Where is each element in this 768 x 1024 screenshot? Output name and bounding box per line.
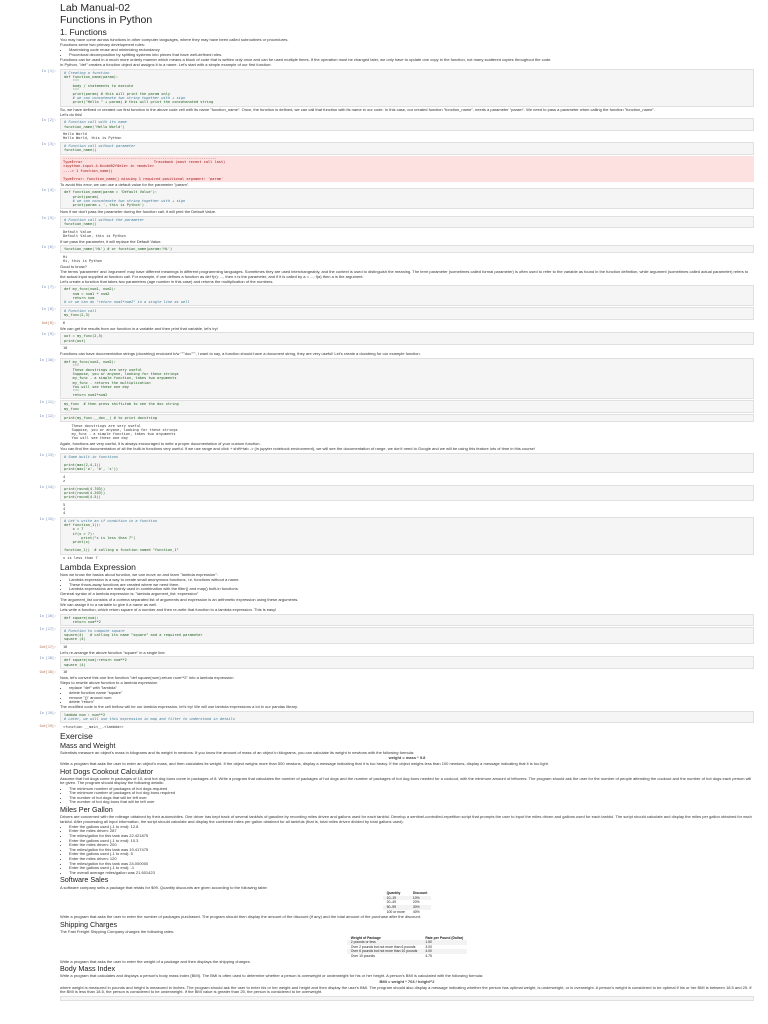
code-line: # or we can do "return num1*num2" in a single line as well: [64, 299, 190, 304]
formula: BMI = weight * 703 / height^2: [379, 978, 435, 984]
output-text: [60, 474, 754, 483]
table-cell: 4.75: [425, 953, 432, 958]
code-editor[interactable]: [60, 656, 754, 668]
code-line: return num1*num2: [64, 393, 108, 398]
paragraph: Write a program that asks the user to enter an object's mass, and then calculates its weight. If the object weighs more than 500 newtons, display a message indicating that it is too heavy. If the object weighs less than 100 newtons, display a message indicating that it is too light.: [60, 760, 549, 766]
markdown-cell[interactable]: [60, 815, 754, 875]
paragraph: If we pass the parameter, it will replace the Default Value.: [60, 238, 162, 244]
paragraph: Assume that hot dogs come in packages of 10, and hot dog buns come in packages of 8. Write a program that calculates the number of packages of hot dogs and the number of packages of hot dog buns needed for a cookout, with the minimum amount of leftovers. The program should ask the user for the number of people attending the cookout and the number of hot dogs each person will be given. The program should display the following details:: [60, 775, 752, 786]
code-line: print(param + ', this is Python'): [64, 202, 145, 207]
code-line: # Function call: [64, 309, 97, 314]
list-item: • These throw-away functions are created where we need them.: [69, 583, 754, 588]
table-cell: 3.00: [425, 944, 432, 949]
markdown-cell[interactable]: [60, 210, 754, 215]
code-line: lambda num : num**2: [64, 712, 106, 717]
code-line: def square(num):: [64, 615, 99, 620]
paragraph: To avoid this error, we can use a default value for the parameter "param".: [60, 181, 190, 187]
code-line: square (4): [64, 662, 86, 667]
list-item: • Enter the gallons used (-1 to end): -1: [69, 866, 754, 871]
code-line: print(param) # this will print the param only: [64, 91, 171, 96]
cell-output: [60, 556, 754, 561]
formula: weight = mass * 9.8: [388, 755, 426, 761]
output-line: 4: [63, 474, 66, 479]
output-line: TypeError Traceback (most recent call last): [63, 160, 226, 165]
code-editor[interactable]: [60, 118, 754, 130]
markdown-cell[interactable]: [60, 327, 754, 332]
list-item: • The miles/gallon for this tank was 24.000000: [69, 862, 754, 867]
paragraph: A software company sells a package that retails for $99. Quantity discounts are given according to the following table:: [60, 884, 268, 890]
table-cell: 20%: [412, 900, 420, 905]
code-cell[interactable]: [41, 285, 754, 306]
table-cell: 10%: [409, 896, 432, 901]
output-line: 10: [63, 346, 68, 351]
column-header: Quantity: [386, 891, 401, 896]
shipping-table: [347, 936, 467, 959]
code-cell[interactable]: [39, 400, 754, 412]
paragraph: The terms 'parameter' and 'argument' may have different meanings in different programming languages. Sometimes they are used interchangeably, and the context is used to distinguish the meaning. The term parameter (sometimes called formal parameter) is often used to refer to the variable as found in the function definition, while argument (sometimes called actual parameter) refers to the actual input supplied at function call. For example, if one defines a function as def f(x): ..., then x is the parameter, and if it is called by a = ...; f(a) then a is the argument.: [60, 268, 749, 279]
paragraph: Scientists measure an object's mass in kilograms and its weight in newtons. If you know the amount of mass of an object in kilograms, you can calculate its weight in newtons with the following formula:: [60, 749, 415, 755]
code-line: # Function to compute square: [64, 629, 125, 633]
bullet-list: [69, 686, 754, 704]
output-text: [60, 502, 754, 516]
paragraph: Let's do this!: [60, 111, 83, 117]
list-item: • The number of hot dog buns that will be left over: [69, 800, 754, 805]
code-line: square(4) # calling its name "square" and a required parameter: [64, 633, 203, 638]
output-prompt: Out[18]:: [39, 669, 56, 674]
markdown-cell[interactable]: [60, 265, 754, 285]
table-cell: 10–19: [383, 896, 409, 901]
code-line: # Some built-in functions: [64, 454, 119, 459]
code-line: print(max(2,4,1)): [64, 463, 101, 468]
code-line: def function_1():: [64, 523, 101, 528]
list-item: • Procedural decomposition by splitting systems into pieces that have well-defined roles.: [69, 53, 754, 58]
code-line: print(my_func.__doc__) # to print docstring: [64, 415, 158, 420]
output-line: 6: [63, 321, 66, 326]
paragraph: Drivers are concerned with the mileage obtained by their automobiles. One driver has kept track of several tankfuls of gasoline by recording miles driven and gallons used for each tankful. Develop a sentinel-controlled-repetition script that prompts the user to input the miles driven and gallons used for each tankful. The script should calculate and display the miles per gallon obtained for each tankful. After processing all input information, the script should calculate and display the combined miles per gallon obtained for all tankfuls (that is, total miles driven divided by total gallons used).: [60, 814, 752, 824]
output-prompt: Out[19]:: [39, 724, 56, 729]
code-line: print("Hello " + param) # this will print the concatenated string: [64, 100, 214, 105]
code-line: print(param): [64, 194, 99, 199]
code-line: # Later, we will use this expression in map and filter to understand in details: [64, 717, 235, 722]
cell-output: [60, 254, 754, 263]
input-prompt: In [5]:: [41, 215, 56, 220]
code-cell[interactable]: [39, 413, 754, 422]
input-prompt: In [3]:: [41, 142, 56, 147]
input-prompt: In [6]:: [41, 245, 56, 250]
code-editor[interactable]: [60, 614, 754, 626]
bullet-list: [69, 825, 754, 876]
section-heading: Mass and Weight: [60, 740, 116, 750]
markdown-cell[interactable]: [60, 930, 754, 935]
code-line: out = my_func(2,5): [64, 334, 103, 339]
code-cell[interactable]: [39, 452, 754, 474]
code-line: square (4): [64, 637, 86, 642]
cell-output: [60, 229, 754, 238]
code-line: print("x is less than 7"): [64, 535, 136, 540]
code-line: function_name('Hi') # or function_name(param='Hi'): [64, 247, 173, 252]
code-editor[interactable]: [60, 517, 754, 555]
paragraph: Lets write a function, which return square of a number and then re-write that function to a lambda expression. This is easy!: [60, 607, 277, 612]
code-line: if(x > 7):: [64, 531, 95, 536]
section-heading: Miles Per Gallon: [60, 804, 113, 814]
code-cell[interactable]: [39, 613, 754, 626]
cell-output: [39, 644, 754, 650]
paragraph: We can assign it to a variable to give it a name as well.: [60, 601, 158, 607]
code-line: def my_func(num1, num2):: [64, 287, 116, 292]
paragraph: General syntax of a lambda expression is: "lambda argument_list: expression": [60, 591, 199, 597]
section-heading: Software Sales: [60, 875, 109, 885]
output-text: [60, 423, 754, 441]
output-line: 5: [63, 502, 66, 507]
output-line: z: [63, 479, 66, 484]
code-line: my_func: [64, 406, 80, 411]
paragraph: Steps to rewrite above function to a lambda expression: [60, 680, 158, 686]
code-editor[interactable]: [60, 453, 754, 474]
code-line: # Function call without the parameter: [64, 217, 145, 222]
paragraph: In Python, "def" creates a function object and assigns it to a name. Let's start with a simple example of our first function:: [60, 62, 272, 68]
list-item: • Lambda expression is a way to create small anonymous functions, i.e. functions without a name.: [69, 578, 754, 583]
output-text: [60, 556, 754, 561]
code-line: Suppose, you or anyone, looking for these strings: [64, 372, 179, 377]
output-text: [60, 156, 754, 182]
code-cell[interactable]: [41, 245, 754, 253]
output-line: x is less than 7: [63, 556, 98, 561]
section-heading: Body Mass Index: [60, 964, 116, 974]
paragraph: You may have come across functions in other computer languages, where they may have been called subroutines or procedures.: [60, 37, 289, 42]
paragraph: Functions serve two primary development roles:: [60, 42, 145, 48]
output-line: 16: [63, 670, 68, 675]
output-text: [60, 321, 754, 326]
markdown-cell[interactable]: [60, 240, 754, 245]
output-text: [60, 724, 754, 729]
list-item: • Enter the gallons used (-1 to end): 5: [69, 852, 754, 857]
code-editor[interactable]: [60, 285, 754, 306]
output-line: TypeError: function_name() missing 1 required positional argument: 'param': [63, 177, 224, 182]
error-output: [60, 156, 754, 182]
code-editor[interactable]: [60, 307, 754, 319]
list-item: • replace "def" with "lambda": [69, 686, 754, 691]
cell-output: [41, 320, 754, 326]
code-cell[interactable]: [41, 142, 754, 154]
output-text: [60, 346, 754, 351]
markdown-cell[interactable]: [60, 183, 754, 188]
output-line: These docstrings are very useful: [63, 423, 141, 428]
paragraph: Functions can have documentation strings (docstring) enclosed b/w """doc""", I want to say, a function should have a document string, they are very useful! Let's create a docstring for our example function.: [60, 350, 421, 356]
input-prompt: In [13]:: [39, 452, 56, 457]
code-cell[interactable]: [39, 484, 754, 502]
list-item: • The overall average miles/gallon was 21.601423: [69, 871, 754, 876]
list-item: • The miles/gallon for this tank was 19.417475: [69, 848, 754, 853]
markdown-cell[interactable]: [60, 886, 754, 891]
cell-output: [39, 669, 754, 675]
table-cell: 30%: [409, 905, 432, 910]
code-line: These docstrings are very useful: [64, 367, 142, 372]
paragraph: Write a program that asks the user to enter the number of packages purchased. The program should then display the amount of the discount (if any) and the total amount of the purchase after the discount.: [60, 914, 421, 920]
section-heading: Lab Manual-02: [60, 2, 131, 14]
code-line: print(round(4.5)): [64, 495, 101, 500]
code-line: num = num1 * num2: [64, 291, 110, 296]
output-text: [60, 670, 754, 675]
code-editor[interactable]: [60, 400, 754, 412]
input-prompt: In [14]:: [39, 484, 56, 489]
code-line: def square(num):return num**2: [64, 658, 127, 663]
table-cell: 20–49: [386, 900, 397, 905]
output-line: my_func - a simple function, takes two arguments: [63, 431, 176, 436]
paragraph: Let's create a function that takes two parameters (age number in this case) and returns the multiplication of the numbers.: [60, 278, 274, 284]
markdown-cell[interactable]: [60, 915, 754, 920]
list-item: • The minimum number of packages of hot dogs required: [69, 787, 754, 792]
section-heading: Functions in Python: [60, 14, 153, 26]
code-line: print(max('a', 'b', 'z')): [64, 467, 119, 472]
paragraph: Let's re-arrange the above function "square" in a single line.: [60, 649, 166, 655]
list-item: • Enter the miles driven: 200: [69, 843, 754, 848]
code-editor[interactable]: [60, 142, 754, 154]
output-line: 16: [63, 645, 68, 650]
code-editor[interactable]: [60, 332, 754, 344]
input-prompt: In [17]:: [39, 627, 56, 631]
code-line: my_func - a simple function, takes two arguments: [64, 376, 177, 381]
code-cell[interactable]: [39, 656, 754, 668]
table-cell: 4.00: [421, 949, 467, 954]
output-line: Hi: [63, 254, 68, 259]
table-cell: 40%: [412, 909, 420, 914]
code-line: print(out): [64, 338, 86, 343]
cell-output: [60, 132, 754, 141]
paragraph: where weight is measured in pounds and height is measured in inches. The program should ask the user to enter his or her weight and height and then display the user's BMI. The program should also display a message indicating whether the person has optimal weight, is underweight, or is overweight. A person's weight is considered to be optimal if his or her BMI is between 18.5 and 25. If the BMI is less than 18.5, the person is considered to be underweight. If the BMI value is greater than 25, the person is considered to be overweight.: [60, 984, 752, 995]
code-editor[interactable]: [60, 69, 754, 107]
code-line: """: [64, 87, 80, 92]
column-header: Rate per Pound (Dollar): [425, 935, 464, 940]
code-cell[interactable]: [41, 68, 754, 107]
code-editor[interactable]: [60, 414, 754, 422]
paragraph: Functions can be used in a much more orderly manner which means a block of code that is written only once and can be used multiple times. If the operation must be changed later, we only have to update one copy in the function, not many scattered copies throughout the code.: [60, 57, 552, 63]
paragraph: The Fast Freight Shipping Company charges the following rates:: [60, 928, 175, 934]
input-prompt: In [7]:: [41, 285, 56, 290]
input-prompt: In [10]:: [39, 357, 56, 362]
table-wrapper: [60, 891, 754, 914]
output-line: Suppose, you or anyone, looking for these strings: [63, 427, 178, 432]
table-cell: Over 6 pounds but not more than 10 pounds: [347, 949, 422, 954]
code-cell[interactable]: [39, 517, 754, 555]
code-line: def my_func(num1, num2):: [64, 359, 116, 364]
cell-output: [60, 346, 754, 351]
column-header: Discount: [412, 891, 428, 896]
output-line: -----------------------------------------------------------------------: [63, 156, 217, 161]
code-cell[interactable]: [41, 118, 754, 130]
code-editor[interactable]: [60, 996, 754, 1001]
section-heading: Shipping Charges: [60, 919, 118, 929]
markdown-cell[interactable]: [60, 38, 754, 68]
input-prompt: In [11]:: [39, 400, 56, 405]
paragraph: Write a program that calculates and displays a person's body mass index (BMI). The BMI is often used to determine whether a person is overweight or underweight for his or her height. A person's BMI is calculated with the following formula:: [60, 973, 484, 979]
paragraph: Now, let's convert this one line function "def square(num):return num**2" into a lambda expression: [60, 675, 234, 681]
code-line: """: [64, 79, 80, 84]
code-line: # Function call with its name: [64, 120, 127, 125]
table-cell: Over 2 pounds but not more than 6 pounds: [350, 944, 416, 949]
code-line: return num**2: [64, 619, 101, 624]
code-line: print(round(4.703)): [64, 486, 106, 491]
output-text: [60, 254, 754, 263]
input-prompt: In [9]:: [41, 332, 56, 337]
output-line: 4: [63, 507, 66, 512]
output-line: You will see these one day: [63, 436, 128, 441]
code-line: You will see these one day: [64, 384, 129, 389]
markdown-cell[interactable]: [60, 573, 754, 613]
markdown-cell[interactable]: [60, 352, 754, 357]
code-line: body / statements to execute: [64, 83, 134, 88]
section-heading: Exercise: [60, 730, 93, 741]
markdown-cell[interactable]: [60, 960, 754, 965]
code-editor[interactable]: [60, 485, 754, 502]
markdown-cell[interactable]: [60, 777, 754, 805]
code-cell[interactable]: [41, 332, 754, 344]
input-prompt: In [8]:: [41, 307, 56, 312]
input-prompt: In [2]:: [41, 118, 56, 123]
list-item: • The miles/gallon for this tank was 22.421875: [69, 834, 754, 839]
output-text: [60, 132, 754, 141]
output-line: <ipython-input-4-0ccdd02f0e1e> in <module>: [63, 164, 154, 169]
paragraph: Now if we don't pass the parameter during the function call, it will print the Default Value.: [60, 209, 217, 215]
cell-output: [60, 474, 754, 483]
code-editor[interactable]: [60, 216, 754, 228]
markdown-cell[interactable]: [60, 751, 754, 767]
empty-code-cell[interactable]: [60, 996, 754, 1001]
output-line: 4: [63, 511, 66, 516]
input-prompt: In [12]:: [39, 413, 56, 418]
section-heading: Lambda Expression: [60, 561, 136, 572]
code-line: print(x): [64, 540, 90, 545]
code-cell[interactable]: [41, 215, 754, 228]
code-line: function_name(): [64, 221, 97, 226]
code-line: function_1() # calling a function named "function_1": [64, 548, 179, 553]
code-cell[interactable]: [41, 188, 754, 209]
markdown-cell[interactable]: [60, 442, 754, 452]
output-line: Default Value: [63, 229, 92, 234]
output-text: [60, 229, 754, 238]
markdown-cell[interactable]: [60, 108, 754, 118]
code-line: function_name(): [64, 148, 97, 153]
code-editor[interactable]: [60, 188, 754, 209]
code-line: """: [64, 363, 80, 368]
paragraph: The modified code in the cell bellow will be our lambda expression, let's try! We will use lambda expressions a lot in our pandas library.: [60, 704, 298, 710]
code-line: """: [64, 389, 80, 393]
paragraph: You can find the documentation of all the built-in functions very useful. If we use range and click + shift+tab -> (in jupyter notebook environment), we will see the documentation of range, we don't need to Google and we will be using this feature lots of time in this course!: [60, 446, 535, 452]
list-item: • Enter the gallons used (-1 to end): 12.8: [69, 825, 754, 830]
list-item: • The number of hot dogs that will be left over: [69, 796, 754, 801]
paragraph: We can get the results from our function in a variable and then print that variable, let's try!: [60, 325, 218, 331]
code-line: my_func - returns the multiplication: [64, 380, 151, 385]
output-line: ----> 1 function_name(): [63, 168, 113, 173]
code-editor[interactable]: [60, 245, 754, 253]
code-cell[interactable]: [39, 627, 754, 644]
output-line: <function __main__.<lambda>>: [63, 724, 124, 729]
paragraph: The argument_list consists of a comma separated list of arguments and expression is an arithmetic expression using these arguments.: [60, 596, 299, 602]
markdown-cell[interactable]: [60, 676, 754, 710]
code-cell[interactable]: [39, 710, 754, 723]
list-item: • remove "()" around num: [69, 696, 754, 701]
paragraph: Again, functions are very useful, it is always encouraged to write a proper documentation of your custom function.: [60, 440, 261, 446]
cell-output: [60, 502, 754, 516]
list-item: • Maximizing code reuse and minimizing redundancy: [69, 48, 754, 53]
list-item: • Enter the miles driven: 120: [69, 857, 754, 862]
table-cell: 2 pounds or less: [347, 940, 422, 945]
bullet-list: [69, 787, 754, 805]
code-line: def function_name(param = 'Default Value'):: [64, 190, 158, 195]
code-line: # Creating a function: [64, 70, 110, 75]
table-cell: Over 10 pounds: [350, 953, 375, 958]
table-cell: 1.50: [421, 940, 467, 945]
code-line: my_func(2,3): [64, 313, 90, 318]
section-heading: Hot Dogs Cookout Calculator: [60, 766, 154, 776]
output-line: Hello World: [63, 132, 87, 137]
input-prompt: In [19]:: [39, 710, 56, 715]
paragraph: So, we have defined or created our first function in the above code cell with its name "function_name". Once, the function is defined, we can call that function with its name in our code. In this case, our created function "function_name", needs a parameter "param". We need to pass a parameter when calling the function "function_name".: [60, 106, 655, 112]
output-prompt: Out[17]:: [39, 644, 56, 649]
input-prompt: In [15]:: [39, 517, 56, 522]
output-line: Hi, this is Python: [63, 259, 102, 264]
output-text: [60, 645, 754, 650]
code-line: x = 7: [64, 527, 84, 532]
code-editor[interactable]: [60, 627, 754, 644]
list-item: • Enter the gallons used (-1 to end): 10.3: [69, 839, 754, 844]
code-line: # Function call without parameter: [64, 144, 136, 149]
code-line: function_name('Hello World'): [64, 124, 125, 129]
section-heading: 1. Functions: [60, 27, 107, 37]
code-cell[interactable]: [39, 357, 754, 400]
code-editor[interactable]: [60, 711, 754, 723]
code-line: print(round(4.203)): [64, 491, 106, 496]
table-cell: 50–99: [383, 905, 409, 910]
code-line: # we can concatenate two string together with + sign: [64, 96, 186, 101]
table-cell: 100 or more: [386, 909, 405, 914]
list-item: • delete function name "square": [69, 691, 754, 696]
input-prompt: In [18]:: [39, 656, 56, 661]
input-prompt: In [4]:: [41, 188, 56, 193]
list-item: • Lambda expressions are mainly used in combination with the filter() and map() built-in functions.: [69, 587, 754, 592]
markdown-cell[interactable]: [60, 974, 754, 994]
output-line: Default Value, this is Python: [63, 233, 126, 238]
code-line: # we can concatenate two string together with + sign: [64, 198, 186, 203]
discount-table: [383, 891, 432, 914]
table-row: [347, 954, 467, 959]
list-item: • delete "return": [69, 700, 754, 705]
cell-output: [39, 724, 754, 729]
paragraph: Now we know the basics about function, we can move on and learn "lambda expression":: [60, 571, 218, 577]
list-item: • Enter the miles driven: 287: [69, 829, 754, 834]
column-header: Weight of Package: [350, 935, 381, 940]
input-prompt: In [16]:: [39, 613, 56, 618]
input-prompt: In [1]:: [41, 68, 56, 73]
code-editor[interactable]: [60, 358, 754, 400]
code-cell[interactable]: [41, 307, 754, 319]
paragraph: Good to know?: [60, 263, 87, 269]
bullet-list: [69, 578, 754, 592]
list-item: • The minimum number of packages of hot dog buns required: [69, 791, 754, 796]
cell-output: [60, 423, 754, 441]
code-line: # Let's write an if condition in a function: [64, 519, 158, 524]
output-prompt: Out[8]:: [41, 320, 56, 325]
code-line: return num: [64, 295, 95, 300]
code-line: my_func # then press shift+tab to see the doc string: [64, 402, 179, 407]
table-wrapper: [60, 936, 754, 959]
markdown-cell[interactable]: [60, 651, 754, 656]
code-line: def function_name(param):: [64, 75, 119, 80]
output-line: Hello World, this is Python: [63, 136, 122, 141]
paragraph: Write a program that asks the user to enter the weight of a package and then displays the shipping charges.: [60, 958, 251, 964]
